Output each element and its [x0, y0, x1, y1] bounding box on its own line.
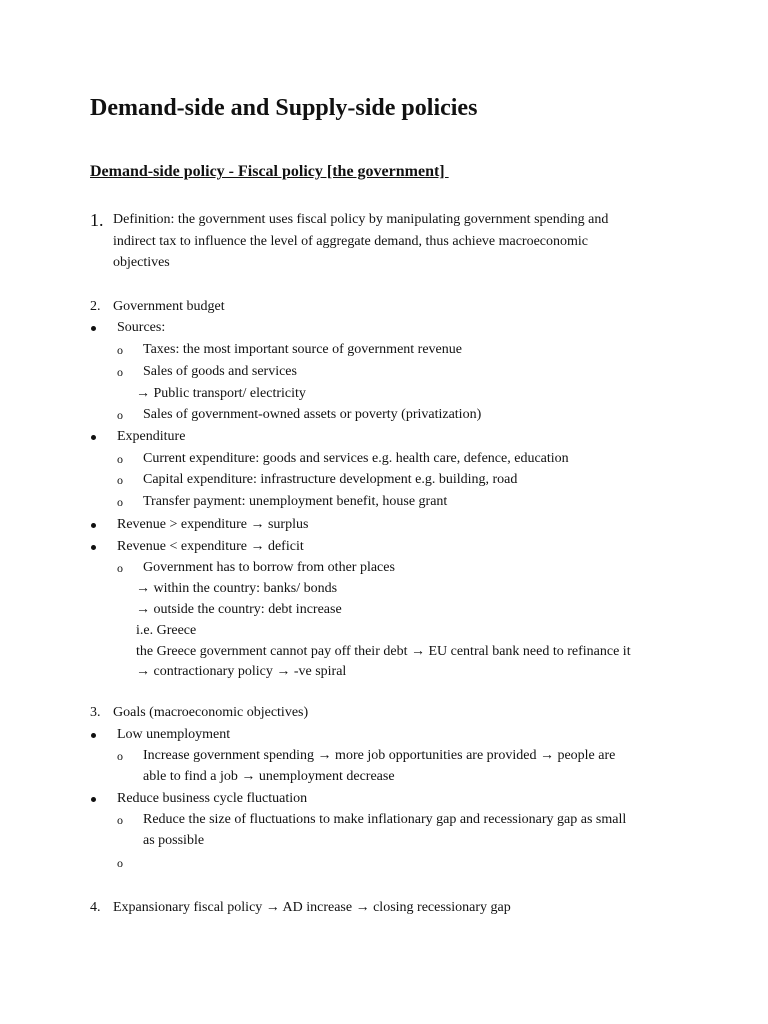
deficit-item-within: → within the country: banks/ bonds	[136, 581, 338, 596]
sub-bullet-icon: o	[117, 473, 123, 487]
sub-bullet-icon: o	[117, 561, 123, 575]
definition-line-3: objectives	[113, 255, 170, 270]
sub-bullet-icon: o	[117, 495, 123, 509]
sub-bullet-icon: o	[117, 365, 123, 379]
section-heading-budget: Government budget	[113, 299, 225, 314]
sub-bullet-icon: o	[117, 343, 123, 357]
deficit-item-borrow: Government has to borrow from other places	[143, 560, 395, 575]
sources-item-sales: Sales of goods and services	[143, 364, 297, 379]
sub-bullet-icon: o	[117, 749, 123, 763]
deficit-item-spiral: → contractionary policy → -ve spiral	[136, 664, 347, 679]
unemployment-line-2: able to find a job → unemployment decrease	[143, 769, 395, 784]
expansionary-policy-line: Expansionary fiscal policy → AD increase → closing recessionary gap	[113, 900, 511, 915]
unemployment-label: Low unemployment	[117, 727, 231, 742]
sub-bullet-icon: o	[117, 813, 123, 827]
bullet-icon	[91, 326, 96, 331]
bullet-icon	[91, 523, 96, 528]
sub-bullet-icon: o	[117, 408, 123, 422]
unemployment-line-1: Increase government spending → more job opportunities are provided → people are	[143, 748, 616, 763]
deficit-item-greece: the Greece government cannot pay off their debt → EU central bank need to refinance it	[136, 644, 631, 659]
sources-item-assets: Sales of government-owned assets or poverty (privatization)	[143, 407, 482, 422]
surplus-line: Revenue > expenditure → surplus	[117, 517, 309, 532]
sources-item-taxes: Taxes: the most important source of government revenue	[143, 342, 462, 357]
page-title: Demand-side and Supply-side policies	[90, 95, 478, 121]
section-number-2: 2.	[90, 299, 101, 314]
sub-bullet-icon: o	[117, 452, 123, 466]
section-number-3: 3.	[90, 705, 101, 720]
bullet-icon	[91, 733, 96, 738]
section-heading-goals: Goals (macroeconomic objectives)	[113, 705, 309, 720]
expenditure-item-capital: Capital expenditure: infrastructure development e.g. building, road	[143, 472, 518, 487]
business-cycle-label: Reduce business cycle fluctuation	[117, 791, 308, 806]
definition-line-2: indirect tax to influence the level of aggregate demand, thus achieve macroeconomic	[113, 234, 589, 249]
sources-label: Sources:	[117, 320, 166, 335]
bullet-icon	[91, 797, 96, 802]
bullet-icon	[91, 435, 96, 440]
bullet-icon	[91, 545, 96, 550]
section-number-4: 4.	[90, 900, 101, 915]
section-subheading: Demand-side policy - Fiscal policy [the government]	[90, 163, 449, 180]
definition-line-1: Definition: the government uses fiscal policy by manipulating government spending and	[113, 212, 609, 227]
deficit-item-example: i.e. Greece	[136, 623, 197, 638]
expenditure-item-current: Current expenditure: goods and services e.g. health care, defence, education	[143, 451, 569, 466]
sources-item-transport: → Public transport/ electricity	[136, 386, 306, 401]
deficit-item-outside: → outside the country: debt increase	[136, 602, 342, 617]
expenditure-item-transfer: Transfer payment: unemployment benefit, house grant	[143, 494, 448, 509]
business-cycle-line-1: Reduce the size of fluctuations to make inflationary gap and recessionary gap as small	[143, 812, 627, 827]
empty-sub-bullet-icon: o	[117, 856, 123, 870]
business-cycle-line-2: as possible	[143, 833, 205, 848]
deficit-label: Revenue < expenditure → deficit	[117, 539, 304, 554]
section-number-1: 1.	[90, 210, 104, 230]
expenditure-label: Expenditure	[117, 429, 186, 444]
